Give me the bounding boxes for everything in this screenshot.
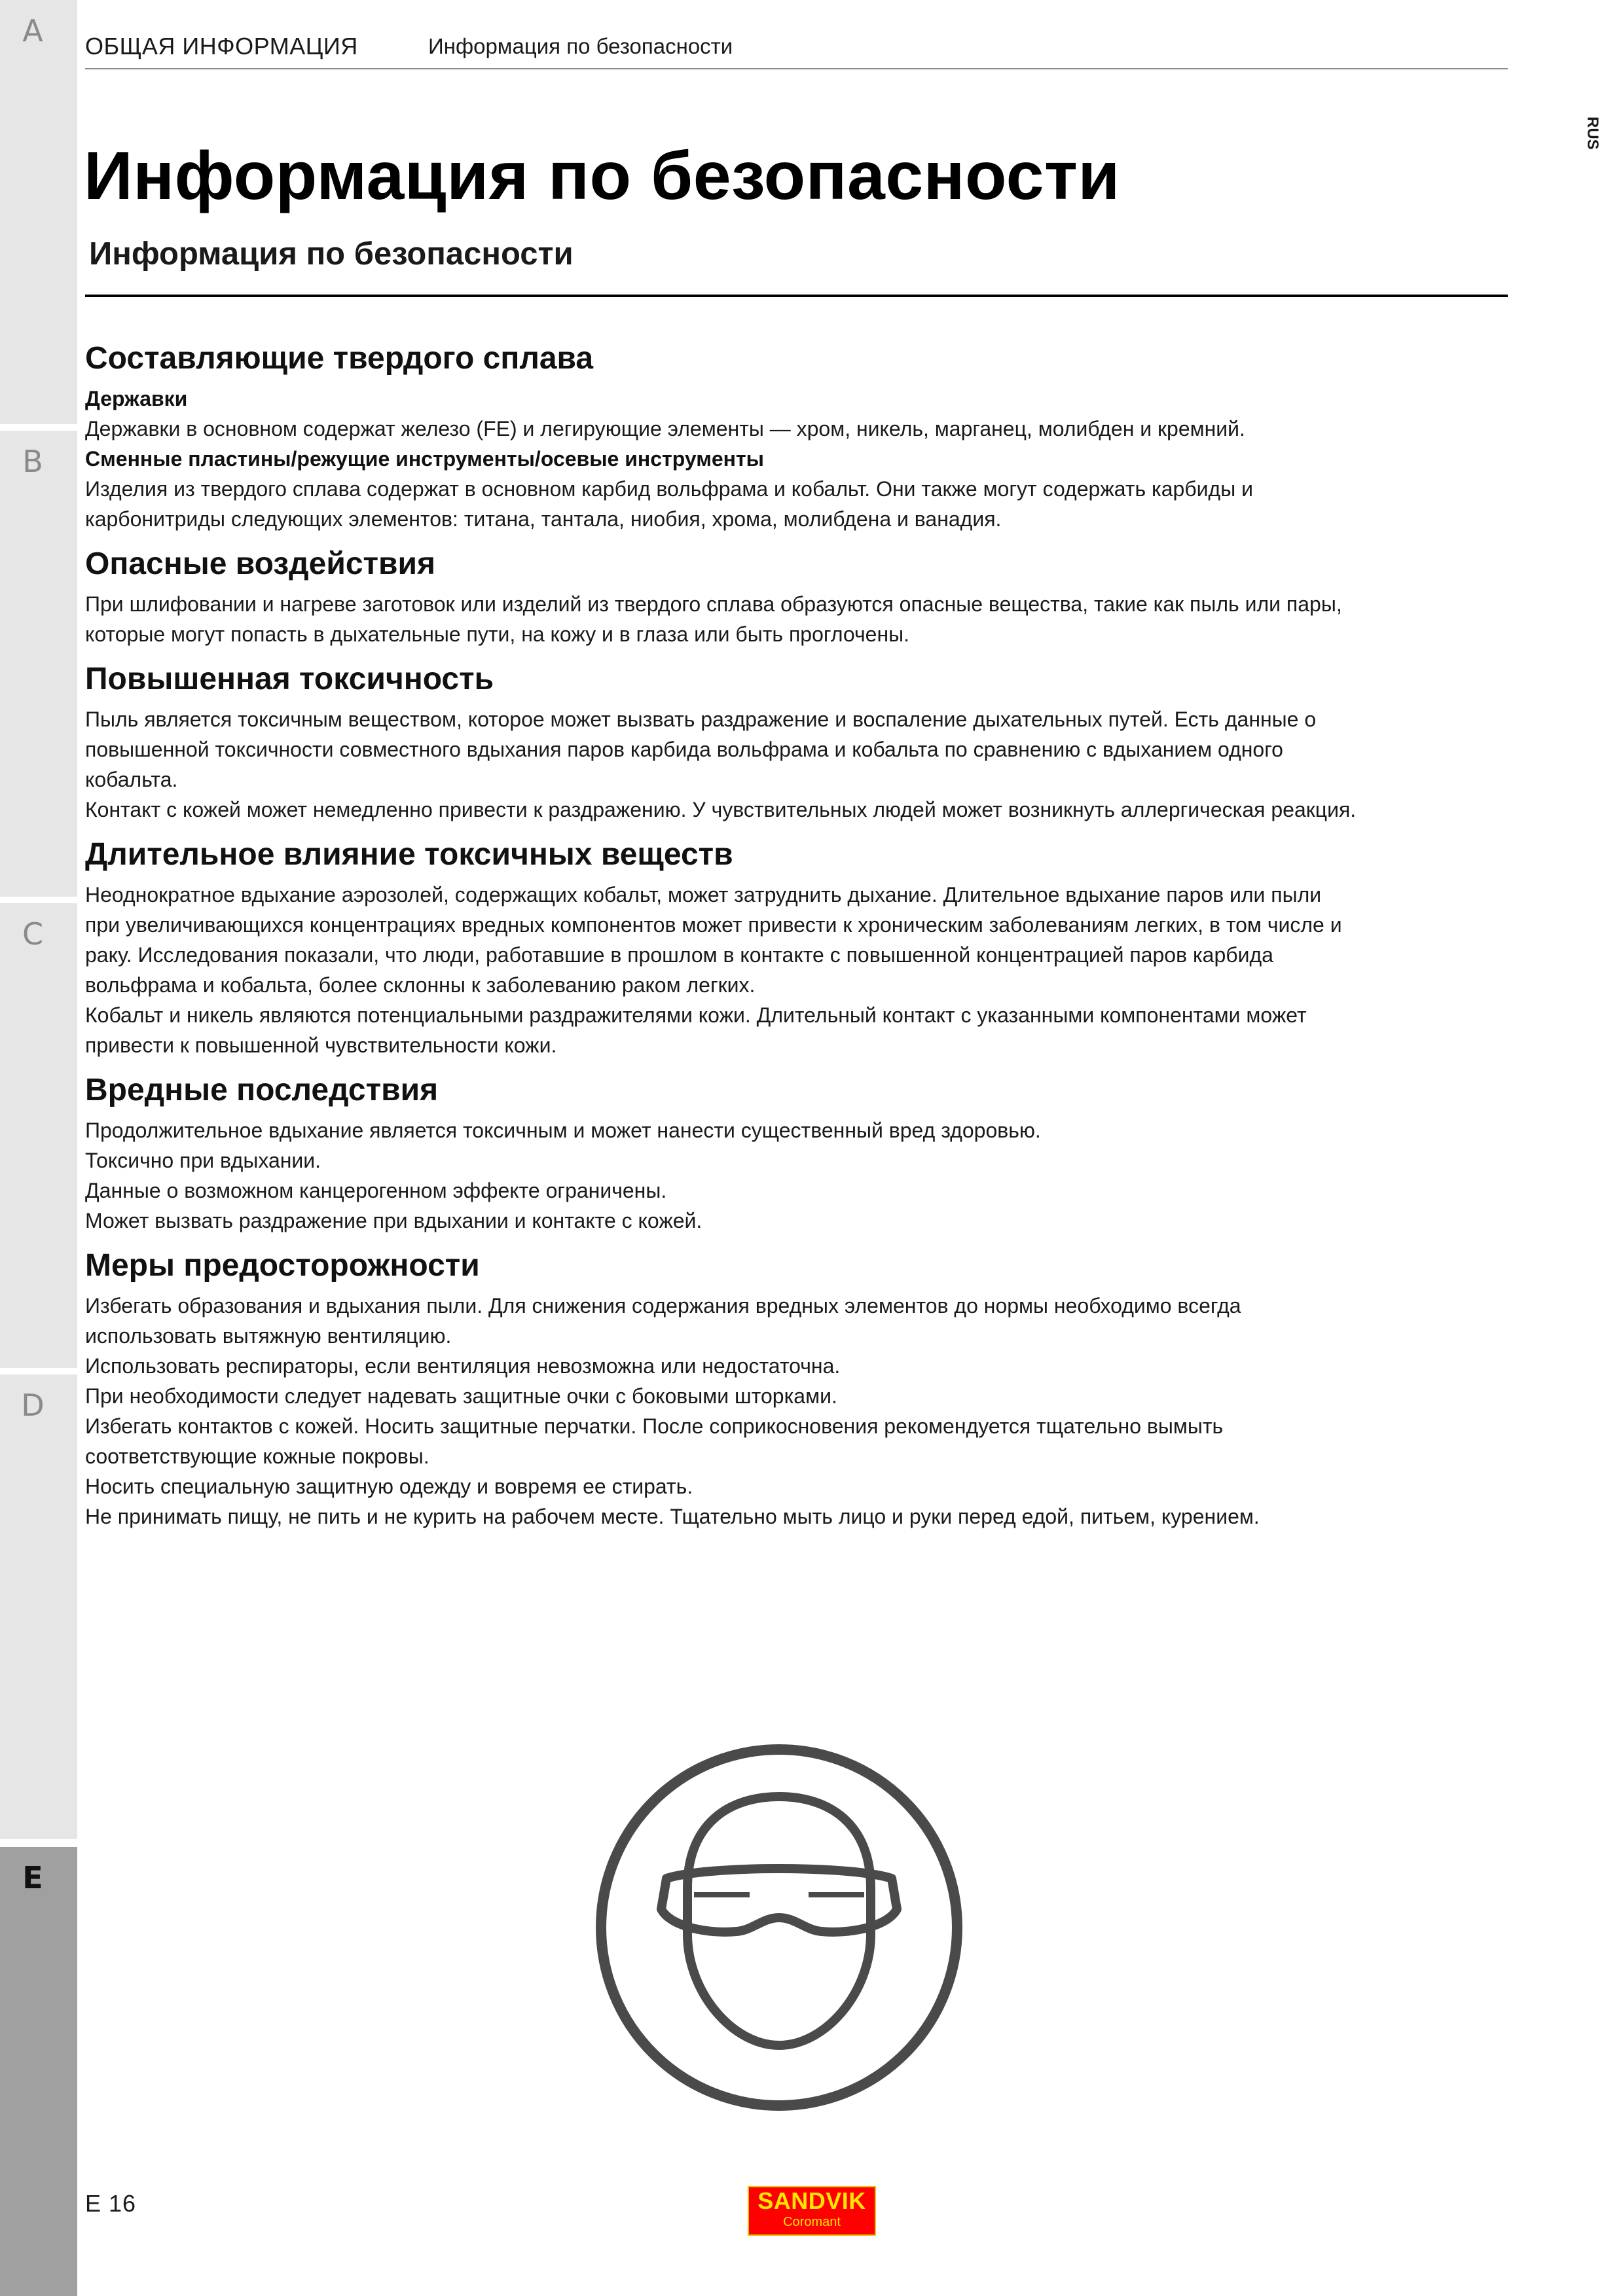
tab-b[interactable] (0, 431, 77, 897)
title-divider (85, 295, 1508, 297)
page-number: E 16 (85, 2190, 137, 2217)
paragraph: Данные о возможном канцерогенном эффекте ограничены. (85, 1179, 667, 1202)
tab-e[interactable] (0, 1847, 77, 2296)
tab-b-letter: B (22, 444, 43, 479)
tab-d[interactable] (0, 1374, 77, 1839)
logo-brand-text: SANDVIK (757, 2187, 866, 2214)
header-divider (85, 68, 1508, 69)
tab-e-letter: E (22, 1860, 43, 1895)
section-heading: Составляющие твердого сплава (85, 341, 594, 376)
safety-goggles-icon (589, 1738, 969, 2117)
tab-c-letter: C (22, 916, 44, 952)
header-section-label: ОБЩАЯ ИНФОРМАЦИЯ (85, 33, 358, 60)
section (85, 545, 1362, 649)
section-subheading: Сменные пластины/режущие инструменты/осевые инструменты (85, 447, 764, 471)
paragraph: Продолжительное вдыхание является токсичным и может нанести существенный вред здоровью. (85, 1119, 1041, 1142)
section (85, 1246, 1362, 1532)
logo-sub-text: Coromant (783, 2215, 841, 2229)
header-subsection-label: Информация по безопасности (428, 34, 733, 58)
section (85, 339, 1362, 534)
section-heading: Опасные воздействия (85, 547, 436, 581)
section-subheading: Державки (85, 387, 188, 410)
paragraph: Может вызвать раздражение при вдыхании и контакте с кожей. (85, 1209, 702, 1232)
paragraph: Контакт с кожей может немедленно привести к раздражению. У чувствительных людей может возникнуть аллергическая реакция. (85, 798, 1357, 821)
section (85, 660, 1362, 825)
section (85, 835, 1362, 1060)
section-heading: Повышенная токсичность (85, 662, 494, 696)
paragraph: Державки в основном содержат железо (FE) и легирующие элементы — хром, никель, марганец, молибден и кремний. (85, 417, 1245, 440)
paragraph: Использовать респираторы, если вентиляция невозможна или недостаточна. (85, 1354, 841, 1378)
paragraph: Неоднократное вдыхание аэрозолей, содержащих кобальт, может затруднить дыхание. Длительное вдыхание паров или пыли при увеличивающихся концентрациях вредных компонентов может привести к хроническим заболеваниям легких, в том числе и раку. Исследования показали, что люди, работавшие в прошлом в контакте с повышенной концентрацией паров карбида вольфрама и кобальта, более склонны к заболеванию раком легких. (85, 883, 1342, 997)
document-body (85, 339, 1362, 1542)
page-title: Информация по безопасности (84, 138, 1120, 214)
paragraph: При шлифовании и нагреве заготовок или изделий из твердого сплава образуются опасные вещества, такие как пыль или пары, которые могут попасть в дыхательные пути, на кожу и в глаза или быть проглочены. (85, 592, 1342, 646)
tab-d-letter: D (21, 1388, 45, 1423)
paragraph: Избегать контактов с кожей. Носить защитные перчатки. После соприкосновения рекомендуется тщательно вымыть соответствующие кожные покровы. (85, 1414, 1224, 1468)
tab-a[interactable] (0, 0, 77, 424)
paragraph: Кобальт и никель являются потенциальными раздражителями кожи. Длительный контакт с указанными компонентами может привести к повышенной чувствительности кожи. (85, 1003, 1307, 1057)
section-heading: Вредные последствия (85, 1073, 439, 1107)
page-subtitle: Информация по безопасности (89, 236, 574, 272)
section-heading: Длительное влияние токсичных веществ (85, 837, 733, 872)
language-label: RUS (1584, 117, 1601, 150)
tab-c[interactable] (0, 903, 77, 1368)
paragraph: Носить специальную защитную одежду и вовремя ее стирать. (85, 1475, 693, 1498)
paragraph: Избегать образования и вдыхания пыли. Для снижения содержания вредных элементов до нормы необходимо всегда использовать вытяжную вентиляцию. (85, 1294, 1241, 1348)
paragraph: При необходимости следует надевать защитные очки с боковыми шторками. (85, 1384, 837, 1408)
paragraph: Токсично при вдыхании. (85, 1149, 321, 1172)
tab-a-letter: A (22, 13, 43, 48)
paragraph: Пыль является токсичным веществом, которое может вызвать раздражение и воспаление дыхательных путей. Есть данные о повышенной токсичности совместного вдыхания паров карбида вольфрама и кобальта по сравнению с вдыханием одного кобальта. (85, 708, 1317, 791)
section (85, 1071, 1362, 1236)
paragraph: Изделия из твердого сплава содержат в основном карбид вольфрама и кобальт. Они также могут содержать карбиды и карбонитриды следующих элементов: титана, тантала, ниобия, хрома, молибдена и ванадия. (85, 477, 1253, 531)
paragraph: Не принимать пищу, не пить и не курить на рабочем месте. Тщательно мыть лицо и руки перед едой, питьем, курением. (85, 1505, 1260, 1528)
section-heading: Меры предосторожности (85, 1248, 480, 1283)
sandvik-coromant-logo (748, 2186, 876, 2236)
